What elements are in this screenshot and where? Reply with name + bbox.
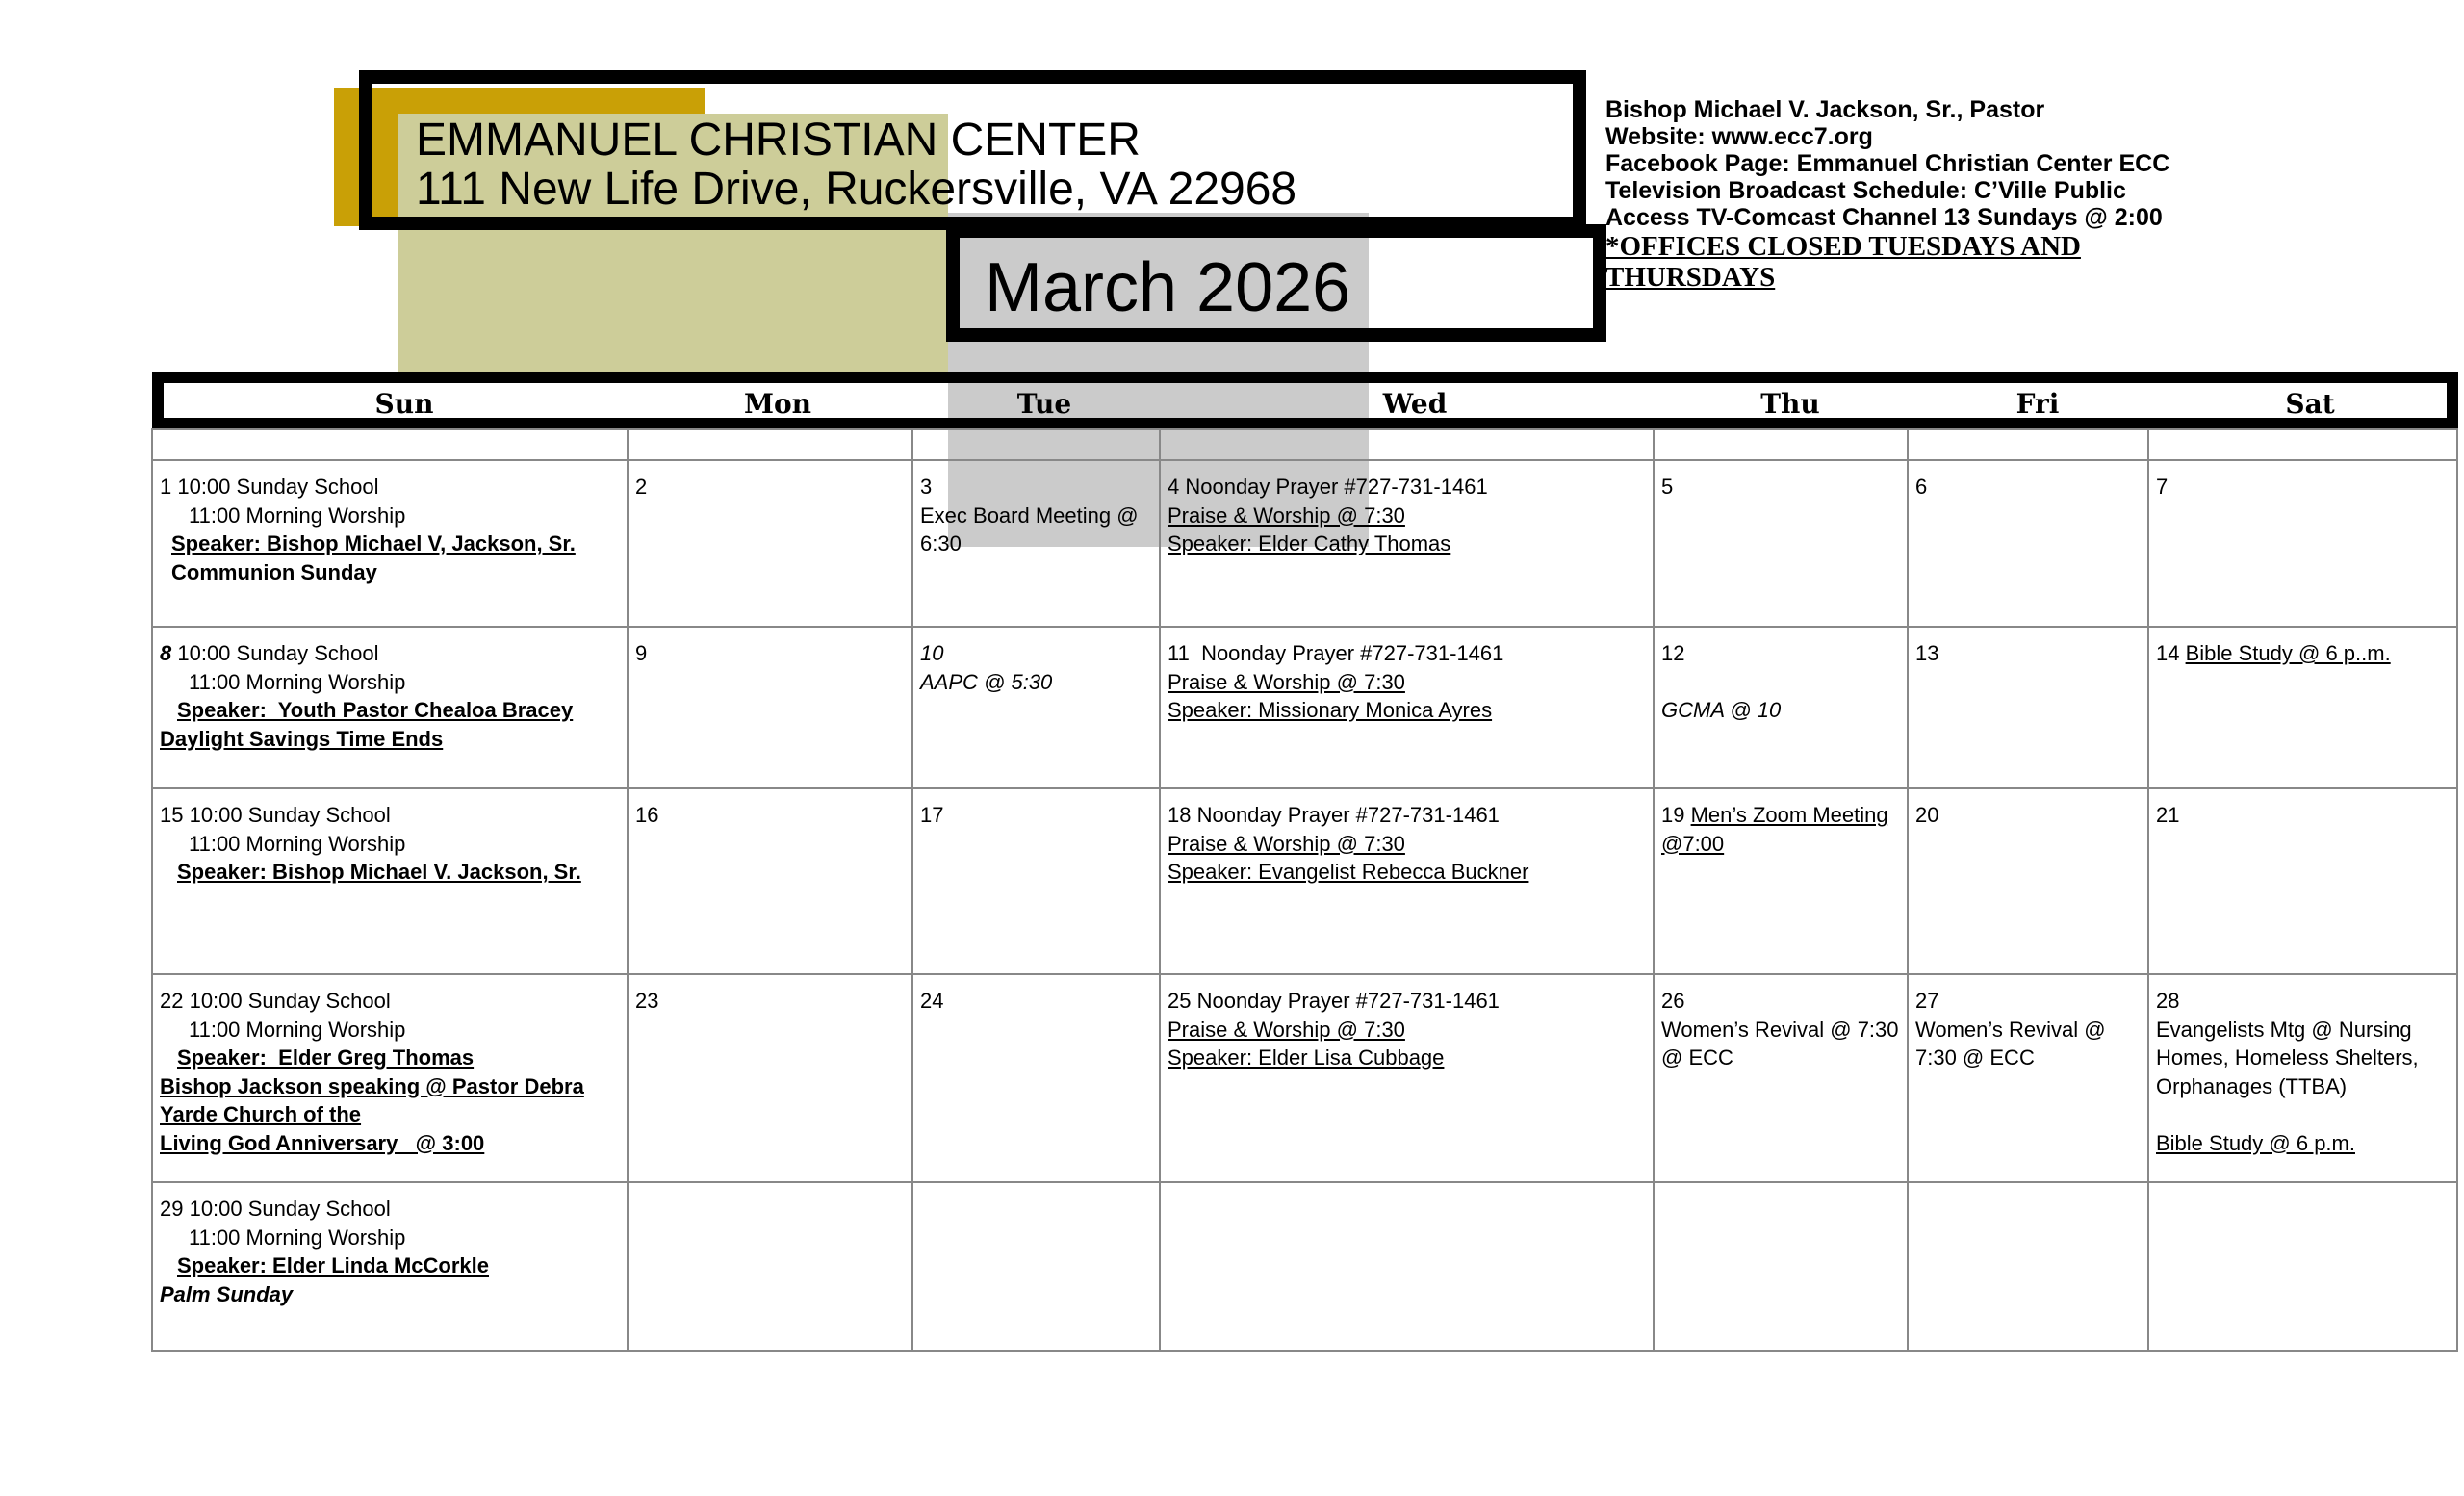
empty-cell [1159,1183,1653,1350]
day-header-fri: Fri [2015,388,2060,420]
day-cell-21: 21 [2147,789,2458,975]
day-cell-27: 27 Women’s Revival @ 7:30 @ ECC [1907,975,2147,1183]
day-cell-8: 8 10:00 Sunday School 11:00 Morning Worship Speaker: Youth Pastor Chealoa Bracey Daylight Savings Time Ends [151,628,627,789]
empty-cell [2147,1183,2458,1350]
title-box [359,70,1586,230]
day-cell-6: 6 [1907,461,2147,628]
week-row-5 [151,1181,2458,1352]
website-line: Website: www.ecc7.org [1605,123,1873,150]
weekday-header [152,372,2458,429]
week-row-1 [151,459,2458,628]
day-cell-17: 17 [911,789,1159,975]
day-cell-28: 28 Evangelists Mtg @ Nursing Homes, Homeless Shelters, Orphanages (TTBA) Bible Study @ 6 p.m. [2147,975,2458,1183]
tv-channel-line: Access TV-Comcast Channel 13 Sundays @ 2:00 [1605,204,2163,231]
day-cell-22: 22 10:00 Sunday School 11:00 Morning Worship Speaker: Elder Greg Thomas Bishop Jackson speaking @ Pastor Debra Yarde Church of the Living God Anniversary @ 3:00 [151,975,627,1183]
offices-closed-notice: *OFFICES CLOSED TUESDAYS AND THURSDAYS [1605,231,2081,293]
day-header-wed: Wed [1382,388,1448,420]
day-cell-2: 2 [627,461,911,628]
day-cell-15: 15 10:00 Sunday School 11:00 Morning Worship Speaker: Bishop Michael V. Jackson, Sr. [151,789,627,975]
day-cell-26: 26 Women’s Revival @ 7:30 @ ECC [1653,975,1907,1183]
empty-cell [1653,1183,1907,1350]
day-cell-1: 1 10:00 Sunday School 11:00 Morning Worship Speaker: Bishop Michael V, Jackson, Sr. Communion Sunday [151,461,627,628]
empty-cell [1907,1183,2147,1350]
day-cell-20: 20 [1907,789,2147,975]
day-header-sun: Sun [374,388,434,420]
pastor-line: Bishop Michael V. Jackson, Sr., Pastor [1605,96,2045,123]
org-address: 111 New Life Drive, Ruckersville, VA 22968 [416,164,1297,215]
day-cell-13: 13 [1907,628,2147,789]
day-cell-16: 16 [627,789,911,975]
day-cell-19: 19 Men’s Zoom Meeting @7:00 [1653,789,1907,975]
day-cell-24: 24 [911,975,1159,1183]
day-cell-3: 3 Exec Board Meeting @ 6:30 [911,461,1159,628]
day-cell-11: 11 Noonday Prayer #727-731-1461 Praise & Worship @ 7:30 Speaker: Missionary Monica Ayres [1159,628,1653,789]
empty-cell [627,1183,911,1350]
church-info [1605,96,2452,293]
day-cell-25: 25 Noonday Prayer #727-731-1461 Praise & Worship @ 7:30 Speaker: Elder Lisa Cubbage [1159,975,1653,1183]
day-header-tue: Tue [1016,388,1072,420]
day-cell-14: 14 Bible Study @ 6 p..m. [2147,628,2458,789]
org-name: EMMANUEL CHRISTIAN CENTER [416,115,1141,166]
day-cell-23: 23 [627,975,911,1183]
day-header-sat: Sat [2285,388,2335,420]
week-row-4 [151,973,2458,1183]
day-header-thu: Thu [1760,388,1820,420]
tv-schedule-line: Television Broadcast Schedule: C’Ville Public [1605,177,2126,204]
day-cell-4: 4 Noonday Prayer #727-731-1461 Praise & Worship @ 7:30 Speaker: Elder Cathy Thomas [1159,461,1653,628]
empty-cell [911,1183,1159,1350]
day-cell-7: 7 [2147,461,2458,628]
day-header-mon: Mon [743,388,812,420]
day-cell-18: 18 Noonday Prayer #727-731-1461 Praise & Worship @ 7:30 Speaker: Evangelist Rebecca Buckner [1159,789,1653,975]
month-title-box [946,224,1606,342]
day-cell-12: 12 GCMA @ 10 [1653,628,1907,789]
header-spacer-row [151,428,2458,461]
week-row-3 [151,787,2458,975]
day-cell-10: 10 AAPC @ 5:30 [911,628,1159,789]
day-cell-5: 5 [1653,461,1907,628]
day-cell-29: 29 10:00 Sunday School 11:00 Morning Worship Speaker: Elder Linda McCorkle Palm Sunday [151,1183,627,1350]
day-cell-9: 9 [627,628,911,789]
month-title: March 2026 [985,249,1351,326]
week-row-2 [151,626,2458,789]
facebook-line: Facebook Page: Emmanuel Christian Center ECC [1605,150,2170,177]
